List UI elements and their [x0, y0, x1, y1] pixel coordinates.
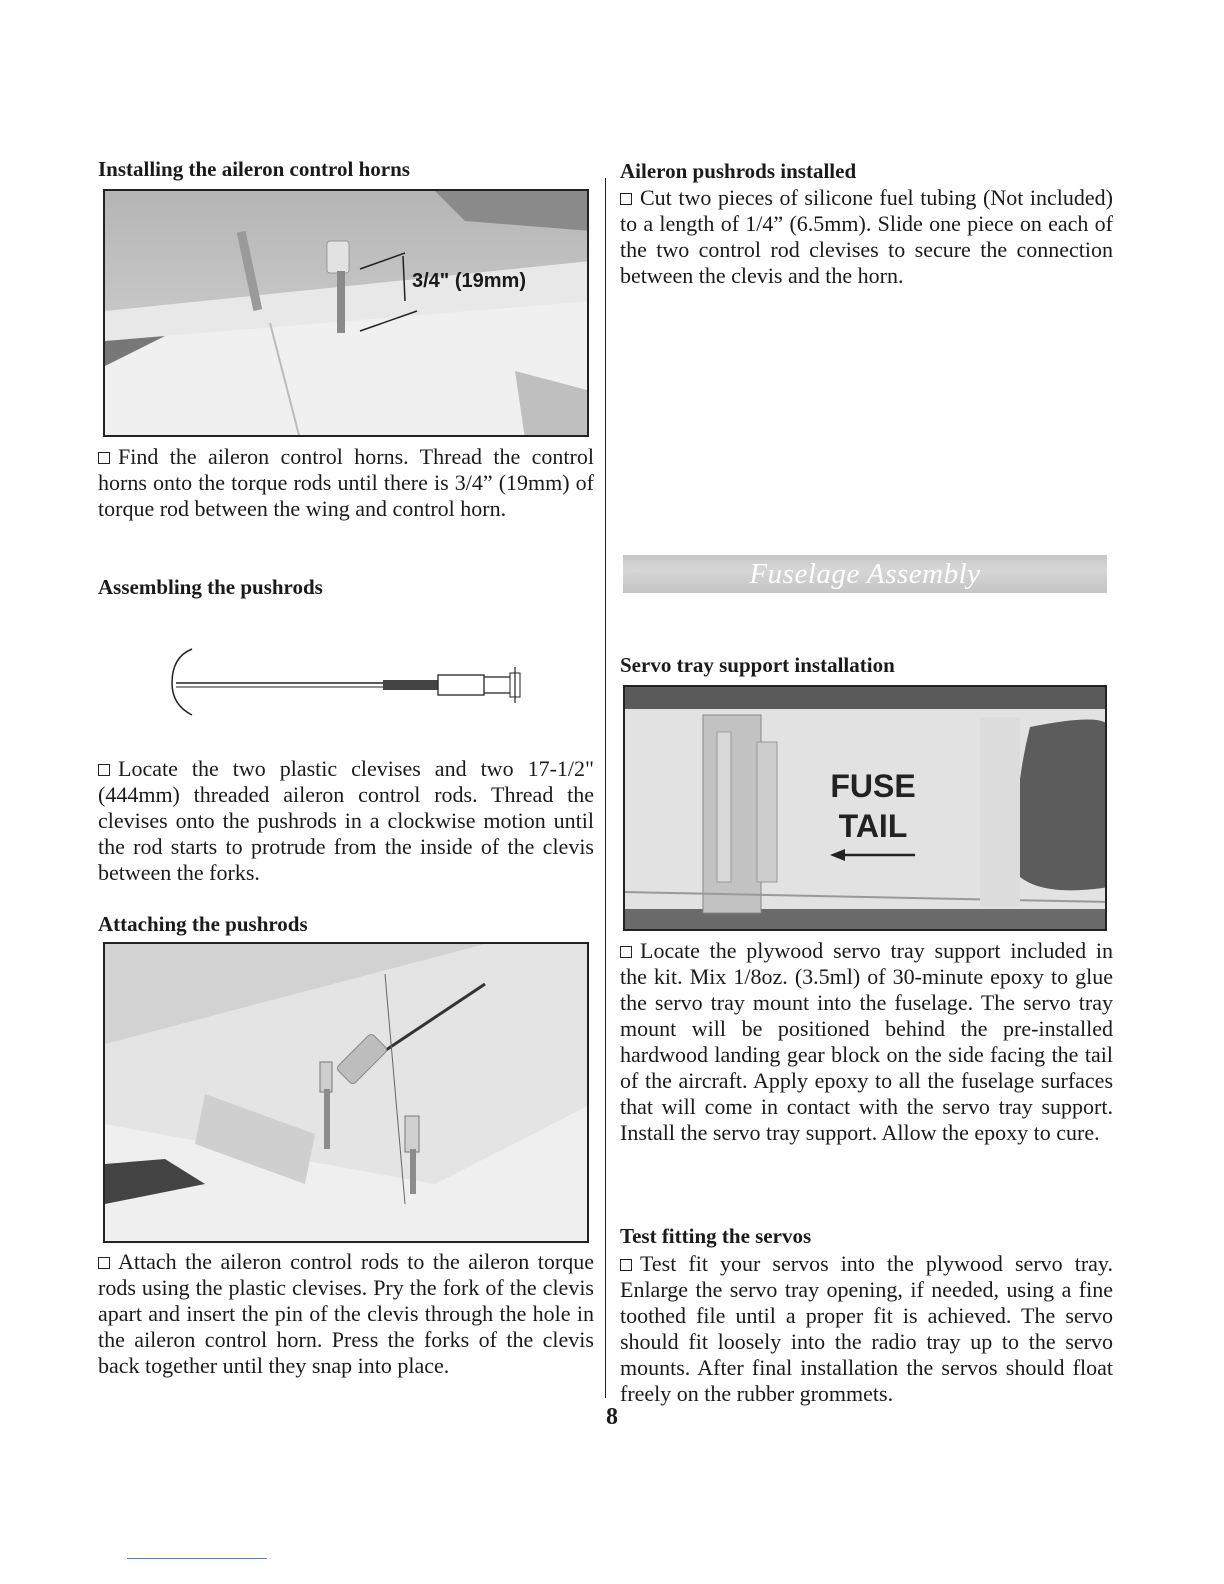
- step-text: Find the aileron control horns. Thread the control horns onto the torque rods until there is 3/4” (19mm) of torque rod between the wing and control horn.: [98, 444, 594, 521]
- attaching-pushrods-illustration: [105, 944, 589, 1243]
- footer-line: [127, 1558, 267, 1559]
- checkbox[interactable]: [98, 452, 110, 464]
- tail-label: TAIL: [838, 808, 908, 844]
- section-banner-fuselage-assembly: Fuselage Assembly: [623, 555, 1107, 593]
- step-text: Attach the aileron control rods to the aileron torque rods using the plastic clevises. Pry the fork of the clevis apart and insert the pin of the clevis through the hole in the aileron control horn. Press the forks of the clevis back together until they snap into place.: [98, 1249, 594, 1378]
- photo-attaching-pushrods: [103, 942, 589, 1243]
- checkbox[interactable]: [620, 193, 632, 205]
- heading-aileron-pushrods-installed: Aileron pushrods installed: [620, 159, 857, 183]
- step-assemble-pushrods: [98, 756, 594, 886]
- control-horns-illustration: [105, 191, 589, 437]
- checkbox[interactable]: [98, 1257, 110, 1269]
- checkbox[interactable]: [98, 764, 110, 776]
- step-control-horns: [98, 444, 594, 522]
- checkbox[interactable]: [620, 946, 632, 958]
- heading-installing-control-horns: Installing the aileron control horns: [98, 157, 410, 181]
- page-number: 8: [606, 1404, 618, 1430]
- heading-attaching-pushrods: Attaching the pushrods: [98, 912, 308, 936]
- heading-servo-tray-support: Servo tray support installation: [620, 653, 895, 677]
- step-fuel-tubing: [620, 185, 1113, 289]
- pushrod-diagram: [170, 645, 530, 720]
- checkbox[interactable]: [620, 1259, 632, 1271]
- step-servo-tray-support: [620, 938, 1113, 1146]
- step-attach-pushrods: [98, 1249, 594, 1379]
- step-test-fit-servos: [620, 1251, 1113, 1407]
- heading-test-fitting-servos: Test fitting the servos: [620, 1224, 812, 1248]
- dimension-label: 3/4" (19mm): [412, 270, 526, 292]
- step-text: Locate the two plastic clevises and two 17-1/2" (444mm) threaded aileron control rods. Thread the clevises onto the pushrods in a clockwise motion until the rod starts to protrude from the inside of the clevis between the forks.: [98, 756, 594, 885]
- servo-tray-illustration: [625, 687, 1107, 931]
- heading-assembling-pushrods: Assembling the pushrods: [98, 575, 323, 599]
- photo-control-horns: [103, 189, 589, 437]
- photo-servo-tray-support: [623, 685, 1107, 931]
- fuse-label: FUSE: [830, 768, 916, 804]
- step-text: Cut two pieces of silicone fuel tubing (Not included) to a length of 1/4” (6.5mm). Slide one piece on each of the two control rod clevises to secure the connection between the clevis and the horn.: [620, 185, 1113, 288]
- step-text: Locate the plywood servo tray support included in the kit. Mix 1/8oz. (3.5ml) of 30-minute epoxy to glue the servo tray mount into the fuselage. The servo tray mount will be positioned behind the pre-installed hardwood landing gear block on the side facing the tail of the aircraft. Apply epoxy to all the fuselage surfaces that will come in contact with the servo tray support. Install the servo tray support. Allow the epoxy to cure.: [620, 938, 1113, 1145]
- step-text: Test fit your servos into the plywood servo tray. Enlarge the servo tray opening, if needed, using a fine toothed file until a proper fit is achieved. The servo should fit loosely into the radio tray up to the servo mounts. After final installation the servos should float freely on the rubber grommets.: [620, 1251, 1113, 1406]
- column-divider: [605, 178, 606, 1398]
